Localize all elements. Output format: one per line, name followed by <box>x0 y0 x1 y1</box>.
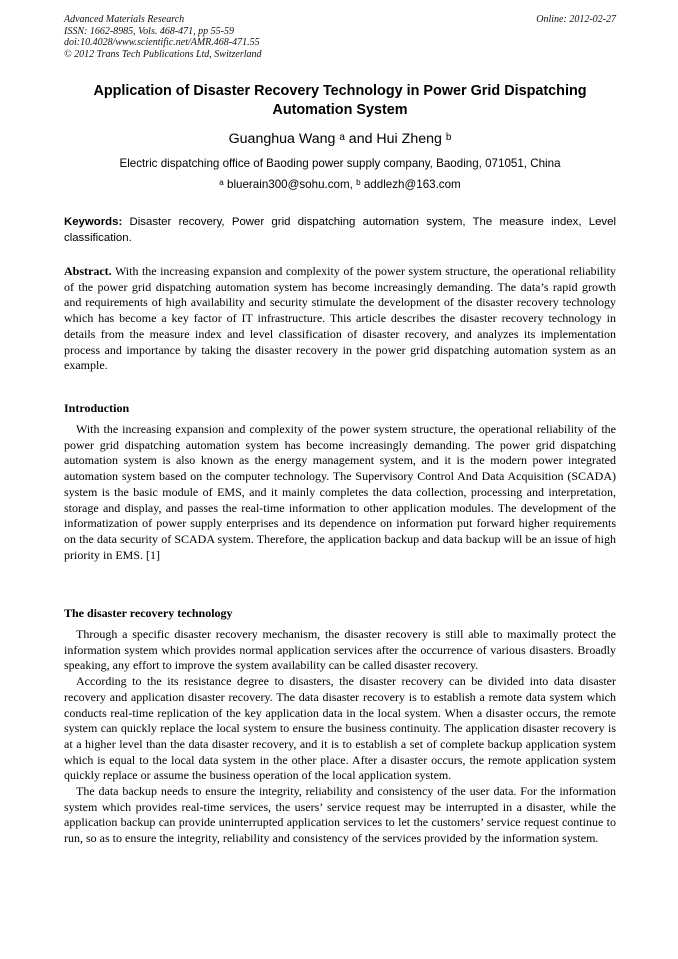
section-heading: The disaster recovery technology <box>64 606 233 620</box>
email-address: bluerain300@sohu.com, <box>227 178 353 191</box>
paragraph: According to the its resistance degree to disasters, the disaster recovery can be divided into data disaster recovery and application disaster recovery. The data disaster recovery is to establish a remote data system which conducts real-time replication of the key application data in the local system. When a disaster occurs, the remote system can quickly replace the local system to ensure the business continuity. The application disaster recovery is at a higher level than the data disaster recovery, and it is to establish a set of complete backup application system which is equal to the local data system in the other place. After a disaster occurs, the remote application system quickly replace or assume the business operation of the local application system. <box>64 674 616 783</box>
author-name: Hui Zheng <box>376 131 442 147</box>
email-address: addlezh@163.com <box>363 178 461 191</box>
keywords-label: Keywords: <box>64 216 123 228</box>
online-date: Online: 2012-02-27 <box>536 14 616 25</box>
author-conjunction: and <box>344 131 377 147</box>
paragraph: With the increasing expansion and complexity of the power system structure, the operational reliability of the power grid dispatching automation system has become increasingly demanding. The power grid dispatching automation system is also known as the energy management system, and it is the modern power integrated automation system based on the computer technology. The Supervisory Control And Data Acquisition (SCADA) system is the basic module of EMS, and it mainly completes the data collection, processing and interpretation, storage and display, and passes the real-time information to other application modules. The development of the informatization of power supply enterprises and its dependence on information put forward higher requirements on the data security of SCADA system. Therefore, the application backup and data backup will be an issue of high priority in EMS. [1] <box>64 422 616 562</box>
author-superscript: a <box>339 131 345 143</box>
author-name: Guanghua Wang <box>228 131 336 147</box>
section-heading: Introduction <box>64 401 130 415</box>
doi-line: doi:10.4028/www.scientific.net/AMR.468-471.55 <box>64 37 260 49</box>
abstract-block <box>64 264 616 374</box>
keywords-block <box>64 214 616 246</box>
issn-line: ISSN: 1662-8985, Vols. 468-471, pp 55-59 <box>64 25 234 37</box>
affiliation: Electric dispatching office of Baoding power supply company, Baoding, 071051, China <box>119 157 561 170</box>
paper-title: Application of Disaster Recovery Technology in Power Grid Dispatching Automation System <box>93 83 587 118</box>
journal-name: Advanced Materials Research <box>64 14 185 25</box>
abstract-text: With the increasing expansion and complexity of the power system structure, the operational reliability of the power grid dispatching automation system has become increasingly demanding. The data’s rapid growth and requirements of high availability and security stimulate the development of the disaster recovery technology which has become a key factor of IT infrastructure. This article describes the disaster recovery technology in details from the measure index and level classification of disaster recovery, and analyzes its implementation process and importance by taking the disaster recovery in the power grid dispatching automation system as an example. <box>64 264 616 373</box>
author-line <box>64 131 616 147</box>
journal-header <box>64 14 616 60</box>
abstract-label: Abstract. <box>64 264 112 278</box>
paragraph: The data backup needs to ensure the integrity, reliability and consistency of the user data. For the information system which provides real-time services, the users’ service request may be interrupted in a disaster, while the application backup can provide uninterrupted application services to let the customers’ service request continue to run, so as to ensure the integrity, reliability and consistency of the services provided by the information system. <box>64 784 616 846</box>
email-superscript: b <box>356 178 361 188</box>
copyright-line: © 2012 Trans Tech Publications Ltd, Switzerland <box>64 48 262 60</box>
section-body <box>64 627 616 847</box>
section-body <box>64 422 616 563</box>
author-superscript: b <box>445 131 452 143</box>
email-line <box>64 178 616 191</box>
keywords-text: Disaster recovery, Power grid dispatching automation system, The measure index, Level classification. <box>64 216 616 244</box>
email-superscript: a <box>219 178 224 188</box>
paragraph: Through a specific disaster recovery mechanism, the disaster recovery is still able to maximally protect the information system which provides normal application services after the occurrence of various disasters. Broadly speaking, any effort to improve the system availability can be called disaster recovery. <box>64 627 616 673</box>
